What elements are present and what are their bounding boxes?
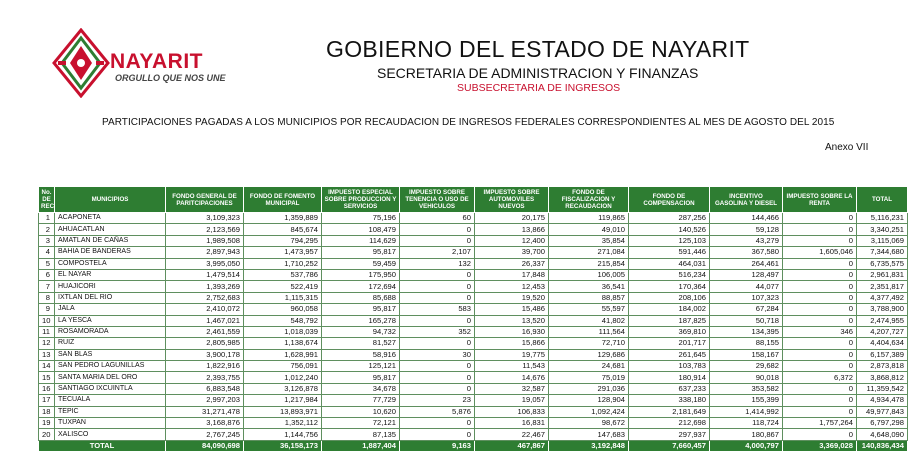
value-cell: 201,717 bbox=[629, 338, 710, 349]
total-cell: 7,660,457 bbox=[629, 440, 710, 451]
value-cell: 2,961,831 bbox=[857, 269, 908, 280]
value-cell: 2,897,943 bbox=[166, 247, 244, 258]
value-cell: 85,688 bbox=[322, 292, 400, 303]
logo-tagline: ORGULLO QUE NOS UNE bbox=[115, 73, 226, 83]
column-header: No. DE REC bbox=[39, 187, 55, 213]
table-row bbox=[39, 269, 908, 280]
row-number-cell: 7 bbox=[39, 281, 55, 292]
value-cell: 0 bbox=[400, 383, 475, 394]
municipio-cell: TUXPAN bbox=[55, 418, 166, 429]
value-cell: 1,393,269 bbox=[166, 281, 244, 292]
value-cell: 0 bbox=[783, 395, 857, 406]
total-cell: 3,192,848 bbox=[549, 440, 629, 451]
value-cell: 0 bbox=[783, 361, 857, 372]
value-cell: 1,359,889 bbox=[244, 213, 322, 224]
value-cell: 3,868,812 bbox=[857, 372, 908, 383]
value-cell: 0 bbox=[783, 281, 857, 292]
value-cell: 0 bbox=[783, 235, 857, 246]
logo-wordmark: NAYARIT bbox=[110, 50, 203, 73]
value-cell: 287,256 bbox=[629, 213, 710, 224]
municipio-cell: AMATLAN DE CAÑAS bbox=[55, 235, 166, 246]
value-cell: 67,284 bbox=[710, 304, 783, 315]
value-cell: 95,817 bbox=[322, 304, 400, 315]
value-cell: 2,181,649 bbox=[629, 406, 710, 417]
value-cell: 31,271,478 bbox=[166, 406, 244, 417]
value-cell: 114,629 bbox=[322, 235, 400, 246]
value-cell: 0 bbox=[783, 258, 857, 269]
value-cell: 95,817 bbox=[322, 247, 400, 258]
value-cell: 0 bbox=[400, 269, 475, 280]
table-row bbox=[39, 258, 908, 269]
value-cell: 3,995,050 bbox=[166, 258, 244, 269]
total-cell: 9,163 bbox=[400, 440, 475, 451]
table-row bbox=[39, 383, 908, 394]
value-cell: 20,175 bbox=[475, 213, 549, 224]
municipio-cell: ROSAMORADA bbox=[55, 326, 166, 337]
table-row bbox=[39, 326, 908, 337]
value-cell: 794,295 bbox=[244, 235, 322, 246]
value-cell: 29,682 bbox=[710, 361, 783, 372]
row-number-cell: 17 bbox=[39, 395, 55, 406]
value-cell: 107,323 bbox=[710, 292, 783, 303]
value-cell: 1,822,916 bbox=[166, 361, 244, 372]
value-cell: 3,340,251 bbox=[857, 224, 908, 235]
table-row bbox=[39, 429, 908, 440]
value-cell: 1,473,957 bbox=[244, 247, 322, 258]
value-cell: 3,168,876 bbox=[166, 418, 244, 429]
value-cell: 26,337 bbox=[475, 258, 549, 269]
value-cell: 88,155 bbox=[710, 338, 783, 349]
value-cell: 0 bbox=[783, 292, 857, 303]
row-number-cell: 6 bbox=[39, 269, 55, 280]
value-cell: 10,620 bbox=[322, 406, 400, 417]
value-cell: 140,526 bbox=[629, 224, 710, 235]
value-cell: 3,900,178 bbox=[166, 349, 244, 360]
value-cell: 346 bbox=[783, 326, 857, 337]
value-cell: 4,934,478 bbox=[857, 395, 908, 406]
value-cell: 3,115,069 bbox=[857, 235, 908, 246]
value-cell: 2,873,818 bbox=[857, 361, 908, 372]
row-number-cell: 8 bbox=[39, 292, 55, 303]
municipio-cell: EL NAYAR bbox=[55, 269, 166, 280]
value-cell: 1,479,514 bbox=[166, 269, 244, 280]
value-cell: 165,278 bbox=[322, 315, 400, 326]
table-total-row bbox=[39, 440, 908, 451]
value-cell: 34,678 bbox=[322, 383, 400, 394]
value-cell: 13,893,971 bbox=[244, 406, 322, 417]
value-cell: 2,997,203 bbox=[166, 395, 244, 406]
row-number-cell: 10 bbox=[39, 315, 55, 326]
value-cell: 1,757,264 bbox=[783, 418, 857, 429]
value-cell: 516,234 bbox=[629, 269, 710, 280]
table-row bbox=[39, 213, 908, 224]
value-cell: 0 bbox=[783, 269, 857, 280]
value-cell: 58,916 bbox=[322, 349, 400, 360]
value-cell: 35,854 bbox=[549, 235, 629, 246]
value-cell: 0 bbox=[783, 349, 857, 360]
value-cell: 0 bbox=[400, 361, 475, 372]
value-cell: 6,797,298 bbox=[857, 418, 908, 429]
value-cell: 87,135 bbox=[322, 429, 400, 440]
value-cell: 49,977,843 bbox=[857, 406, 908, 417]
value-cell: 19,520 bbox=[475, 292, 549, 303]
municipio-cell: SAN BLAS bbox=[55, 349, 166, 360]
municipio-cell: HUAJICORI bbox=[55, 281, 166, 292]
value-cell: 134,395 bbox=[710, 326, 783, 337]
value-cell: 353,582 bbox=[710, 383, 783, 394]
value-cell: 17,848 bbox=[475, 269, 549, 280]
value-cell: 1,138,674 bbox=[244, 338, 322, 349]
total-cell: 467,867 bbox=[475, 440, 549, 451]
total-cell: 1,887,404 bbox=[322, 440, 400, 451]
value-cell: 1,414,992 bbox=[710, 406, 783, 417]
value-cell: 756,091 bbox=[244, 361, 322, 372]
value-cell: 1,092,424 bbox=[549, 406, 629, 417]
value-cell: 0 bbox=[783, 429, 857, 440]
value-cell: 175,950 bbox=[322, 269, 400, 280]
value-cell: 637,233 bbox=[629, 383, 710, 394]
value-cell: 128,497 bbox=[710, 269, 783, 280]
table-header-row bbox=[39, 187, 908, 213]
total-cell: 3,369,028 bbox=[783, 440, 857, 451]
value-cell: 212,698 bbox=[629, 418, 710, 429]
row-number-cell: 5 bbox=[39, 258, 55, 269]
value-cell: 7,344,680 bbox=[857, 247, 908, 258]
value-cell: 12,400 bbox=[475, 235, 549, 246]
value-cell: 16,831 bbox=[475, 418, 549, 429]
value-cell: 75,019 bbox=[549, 372, 629, 383]
value-cell: 4,377,492 bbox=[857, 292, 908, 303]
value-cell: 147,683 bbox=[549, 429, 629, 440]
report-title: PARTICIPACIONES PAGADAS A LOS MUNICIPIOS POR RECAUDACION DE INGRESOS FEDERALES CORRESPONDIENTES AL MES DE AGOSTO DEL 2015 bbox=[102, 117, 835, 128]
column-header: FONDO DE FOMENTO MUNICIPAL bbox=[244, 187, 322, 213]
total-cell: 36,158,173 bbox=[244, 440, 322, 451]
column-header: FONDO DE FISCALIZACION Y RECAUDACION bbox=[549, 187, 629, 213]
value-cell: 6,735,575 bbox=[857, 258, 908, 269]
row-number-cell: 16 bbox=[39, 383, 55, 394]
value-cell: 6,372 bbox=[783, 372, 857, 383]
table-row bbox=[39, 304, 908, 315]
value-cell: 14,676 bbox=[475, 372, 549, 383]
value-cell: 5,116,231 bbox=[857, 213, 908, 224]
nayarit-emblem-icon bbox=[52, 28, 110, 98]
value-cell: 50,718 bbox=[710, 315, 783, 326]
value-cell: 23 bbox=[400, 395, 475, 406]
value-cell: 271,084 bbox=[549, 247, 629, 258]
value-cell: 125,121 bbox=[322, 361, 400, 372]
value-cell: 72,710 bbox=[549, 338, 629, 349]
total-cell: 4,000,797 bbox=[710, 440, 783, 451]
value-cell: 95,817 bbox=[322, 372, 400, 383]
municipio-cell: SAN PEDRO LAGUNILLAS bbox=[55, 361, 166, 372]
value-cell: 11,543 bbox=[475, 361, 549, 372]
value-cell: 960,058 bbox=[244, 304, 322, 315]
row-number-cell: 13 bbox=[39, 349, 55, 360]
value-cell: 72,121 bbox=[322, 418, 400, 429]
table-row bbox=[39, 224, 908, 235]
value-cell: 13,866 bbox=[475, 224, 549, 235]
row-number-cell: 18 bbox=[39, 406, 55, 417]
value-cell: 55,597 bbox=[549, 304, 629, 315]
value-cell: 845,674 bbox=[244, 224, 322, 235]
table-row bbox=[39, 292, 908, 303]
value-cell: 1,467,021 bbox=[166, 315, 244, 326]
row-number-cell: 20 bbox=[39, 429, 55, 440]
value-cell: 39,700 bbox=[475, 247, 549, 258]
municipio-cell: LA YESCA bbox=[55, 315, 166, 326]
value-cell: 1,710,252 bbox=[244, 258, 322, 269]
municipio-cell: IXTLAN DEL RIO bbox=[55, 292, 166, 303]
table-row bbox=[39, 406, 908, 417]
value-cell: 1,217,984 bbox=[244, 395, 322, 406]
value-cell: 22,467 bbox=[475, 429, 549, 440]
value-cell: 291,036 bbox=[549, 383, 629, 394]
total-label: TOTAL bbox=[39, 440, 166, 451]
value-cell: 118,724 bbox=[710, 418, 783, 429]
value-cell: 464,031 bbox=[629, 258, 710, 269]
government-title: GOBIERNO DEL ESTADO DE NAYARIT bbox=[326, 36, 750, 62]
value-cell: 11,359,542 bbox=[857, 383, 908, 394]
value-cell: 77,729 bbox=[322, 395, 400, 406]
value-cell: 0 bbox=[400, 338, 475, 349]
column-header: IMPUESTO SOBRE AUTOMOVILES NUEVOS bbox=[475, 187, 549, 213]
value-cell: 13,520 bbox=[475, 315, 549, 326]
value-cell: 30 bbox=[400, 349, 475, 360]
value-cell: 2,461,559 bbox=[166, 326, 244, 337]
municipio-cell: ACAPONETA bbox=[55, 213, 166, 224]
value-cell: 0 bbox=[400, 429, 475, 440]
row-number-cell: 2 bbox=[39, 224, 55, 235]
annex-label: Anexo VII bbox=[825, 142, 869, 153]
table-row bbox=[39, 338, 908, 349]
value-cell: 111,564 bbox=[549, 326, 629, 337]
value-cell: 1,144,756 bbox=[244, 429, 322, 440]
value-cell: 19,057 bbox=[475, 395, 549, 406]
value-cell: 369,810 bbox=[629, 326, 710, 337]
value-cell: 338,180 bbox=[629, 395, 710, 406]
nayarit-logo bbox=[52, 28, 228, 98]
total-cell: 140,836,434 bbox=[857, 440, 908, 451]
value-cell: 81,527 bbox=[322, 338, 400, 349]
value-cell: 2,107 bbox=[400, 247, 475, 258]
value-cell: 108,479 bbox=[322, 224, 400, 235]
value-cell: 583 bbox=[400, 304, 475, 315]
value-cell: 49,010 bbox=[549, 224, 629, 235]
value-cell: 3,126,878 bbox=[244, 383, 322, 394]
column-header: IMPUESTO SOBRE TENENCIA O USO DE VEHICULOS bbox=[400, 187, 475, 213]
value-cell: 0 bbox=[783, 383, 857, 394]
row-number-cell: 9 bbox=[39, 304, 55, 315]
value-cell: 187,825 bbox=[629, 315, 710, 326]
value-cell: 0 bbox=[400, 315, 475, 326]
value-cell: 180,914 bbox=[629, 372, 710, 383]
value-cell: 170,364 bbox=[629, 281, 710, 292]
table-row bbox=[39, 418, 908, 429]
value-cell: 2,351,817 bbox=[857, 281, 908, 292]
value-cell: 261,645 bbox=[629, 349, 710, 360]
value-cell: 522,419 bbox=[244, 281, 322, 292]
value-cell: 16,930 bbox=[475, 326, 549, 337]
table-row bbox=[39, 372, 908, 383]
value-cell: 44,077 bbox=[710, 281, 783, 292]
value-cell: 2,410,072 bbox=[166, 304, 244, 315]
secretaria-title: SECRETARIA DE ADMINISTRACION Y FINANZAS bbox=[377, 65, 699, 81]
value-cell: 172,694 bbox=[322, 281, 400, 292]
value-cell: 4,648,090 bbox=[857, 429, 908, 440]
total-cell: 84,090,698 bbox=[166, 440, 244, 451]
column-header: IMPUESTO SOBRE LA RENTA bbox=[783, 187, 857, 213]
value-cell: 2,123,569 bbox=[166, 224, 244, 235]
value-cell: 0 bbox=[400, 372, 475, 383]
municipio-cell: BAHIA DE BANDERAS bbox=[55, 247, 166, 258]
value-cell: 264,461 bbox=[710, 258, 783, 269]
value-cell: 90,018 bbox=[710, 372, 783, 383]
value-cell: 60 bbox=[400, 213, 475, 224]
subsecretaria-title: SUBSECRETARIA DE INGRESOS bbox=[457, 82, 621, 94]
value-cell: 0 bbox=[783, 406, 857, 417]
value-cell: 36,541 bbox=[549, 281, 629, 292]
column-header: FONDO GENERAL DE PARITCIPACIONES bbox=[166, 187, 244, 213]
value-cell: 5,876 bbox=[400, 406, 475, 417]
value-cell: 88,857 bbox=[549, 292, 629, 303]
value-cell: 24,681 bbox=[549, 361, 629, 372]
value-cell: 0 bbox=[400, 418, 475, 429]
value-cell: 3,788,900 bbox=[857, 304, 908, 315]
value-cell: 59,128 bbox=[710, 224, 783, 235]
column-header: INCENTIVO GASOLINA Y DIESEL bbox=[710, 187, 783, 213]
value-cell: 125,103 bbox=[629, 235, 710, 246]
value-cell: 32,587 bbox=[475, 383, 549, 394]
value-cell: 15,866 bbox=[475, 338, 549, 349]
municipio-cell: XALISCO bbox=[55, 429, 166, 440]
table-row bbox=[39, 395, 908, 406]
value-cell: 0 bbox=[400, 224, 475, 235]
value-cell: 98,672 bbox=[549, 418, 629, 429]
value-cell: 1,628,991 bbox=[244, 349, 322, 360]
municipio-cell: TECUALA bbox=[55, 395, 166, 406]
value-cell: 591,446 bbox=[629, 247, 710, 258]
value-cell: 1,989,508 bbox=[166, 235, 244, 246]
municipio-cell: RUIZ bbox=[55, 338, 166, 349]
value-cell: 1,352,112 bbox=[244, 418, 322, 429]
column-header: MUNICIPIOS bbox=[55, 187, 166, 213]
value-cell: 6,883,548 bbox=[166, 383, 244, 394]
value-cell: 4,404,634 bbox=[857, 338, 908, 349]
value-cell: 3,109,323 bbox=[166, 213, 244, 224]
row-number-cell: 19 bbox=[39, 418, 55, 429]
value-cell: 2,805,985 bbox=[166, 338, 244, 349]
value-cell: 184,002 bbox=[629, 304, 710, 315]
value-cell: 132 bbox=[400, 258, 475, 269]
column-header: TOTAL bbox=[857, 187, 908, 213]
row-number-cell: 14 bbox=[39, 361, 55, 372]
row-number-cell: 3 bbox=[39, 235, 55, 246]
value-cell: 129,686 bbox=[549, 349, 629, 360]
value-cell: 0 bbox=[400, 292, 475, 303]
value-cell: 119,865 bbox=[549, 213, 629, 224]
value-cell: 103,783 bbox=[629, 361, 710, 372]
municipio-cell: SANTA MARIA DEL ORO bbox=[55, 372, 166, 383]
value-cell: 19,775 bbox=[475, 349, 549, 360]
value-cell: 297,937 bbox=[629, 429, 710, 440]
value-cell: 2,474,955 bbox=[857, 315, 908, 326]
column-header: IMPUESTO ESPECIAL SOBRE PRODUCCION Y SERVICIOS bbox=[322, 187, 400, 213]
value-cell: 158,167 bbox=[710, 349, 783, 360]
value-cell: 75,196 bbox=[322, 213, 400, 224]
value-cell: 1,115,315 bbox=[244, 292, 322, 303]
value-cell: 367,580 bbox=[710, 247, 783, 258]
value-cell: 0 bbox=[783, 224, 857, 235]
row-number-cell: 11 bbox=[39, 326, 55, 337]
row-number-cell: 12 bbox=[39, 338, 55, 349]
value-cell: 2,752,683 bbox=[166, 292, 244, 303]
value-cell: 180,867 bbox=[710, 429, 783, 440]
row-number-cell: 15 bbox=[39, 372, 55, 383]
value-cell: 548,792 bbox=[244, 315, 322, 326]
table-row bbox=[39, 315, 908, 326]
value-cell: 537,786 bbox=[244, 269, 322, 280]
value-cell: 12,453 bbox=[475, 281, 549, 292]
value-cell: 1,605,046 bbox=[783, 247, 857, 258]
row-number-cell: 1 bbox=[39, 213, 55, 224]
value-cell: 1,018,039 bbox=[244, 326, 322, 337]
value-cell: 0 bbox=[400, 235, 475, 246]
value-cell: 94,732 bbox=[322, 326, 400, 337]
value-cell: 59,459 bbox=[322, 258, 400, 269]
value-cell: 2,767,245 bbox=[166, 429, 244, 440]
value-cell: 6,157,389 bbox=[857, 349, 908, 360]
table-row bbox=[39, 349, 908, 360]
value-cell: 15,486 bbox=[475, 304, 549, 315]
value-cell: 0 bbox=[783, 315, 857, 326]
value-cell: 0 bbox=[783, 213, 857, 224]
municipio-cell: TEPIC bbox=[55, 406, 166, 417]
value-cell: 144,466 bbox=[710, 213, 783, 224]
value-cell: 215,854 bbox=[549, 258, 629, 269]
table-row bbox=[39, 247, 908, 258]
table-row bbox=[39, 281, 908, 292]
value-cell: 155,399 bbox=[710, 395, 783, 406]
value-cell: 106,005 bbox=[549, 269, 629, 280]
row-number-cell: 4 bbox=[39, 247, 55, 258]
value-cell: 106,833 bbox=[475, 406, 549, 417]
municipio-cell: COMPOSTELA bbox=[55, 258, 166, 269]
table-row bbox=[39, 361, 908, 372]
value-cell: 0 bbox=[783, 304, 857, 315]
value-cell: 2,393,755 bbox=[166, 372, 244, 383]
column-header: FONDO DE COMPENSACION bbox=[629, 187, 710, 213]
value-cell: 4,207,727 bbox=[857, 326, 908, 337]
participaciones-table bbox=[38, 186, 908, 452]
value-cell: 43,279 bbox=[710, 235, 783, 246]
value-cell: 0 bbox=[783, 338, 857, 349]
value-cell: 41,802 bbox=[549, 315, 629, 326]
value-cell: 0 bbox=[400, 281, 475, 292]
value-cell: 128,904 bbox=[549, 395, 629, 406]
municipio-cell: JALA bbox=[55, 304, 166, 315]
municipio-cell: AHUACATLAN bbox=[55, 224, 166, 235]
value-cell: 352 bbox=[400, 326, 475, 337]
value-cell: 208,106 bbox=[629, 292, 710, 303]
table-row bbox=[39, 235, 908, 246]
municipio-cell: SANTIAGO IXCUINTLA bbox=[55, 383, 166, 394]
value-cell: 1,012,240 bbox=[244, 372, 322, 383]
